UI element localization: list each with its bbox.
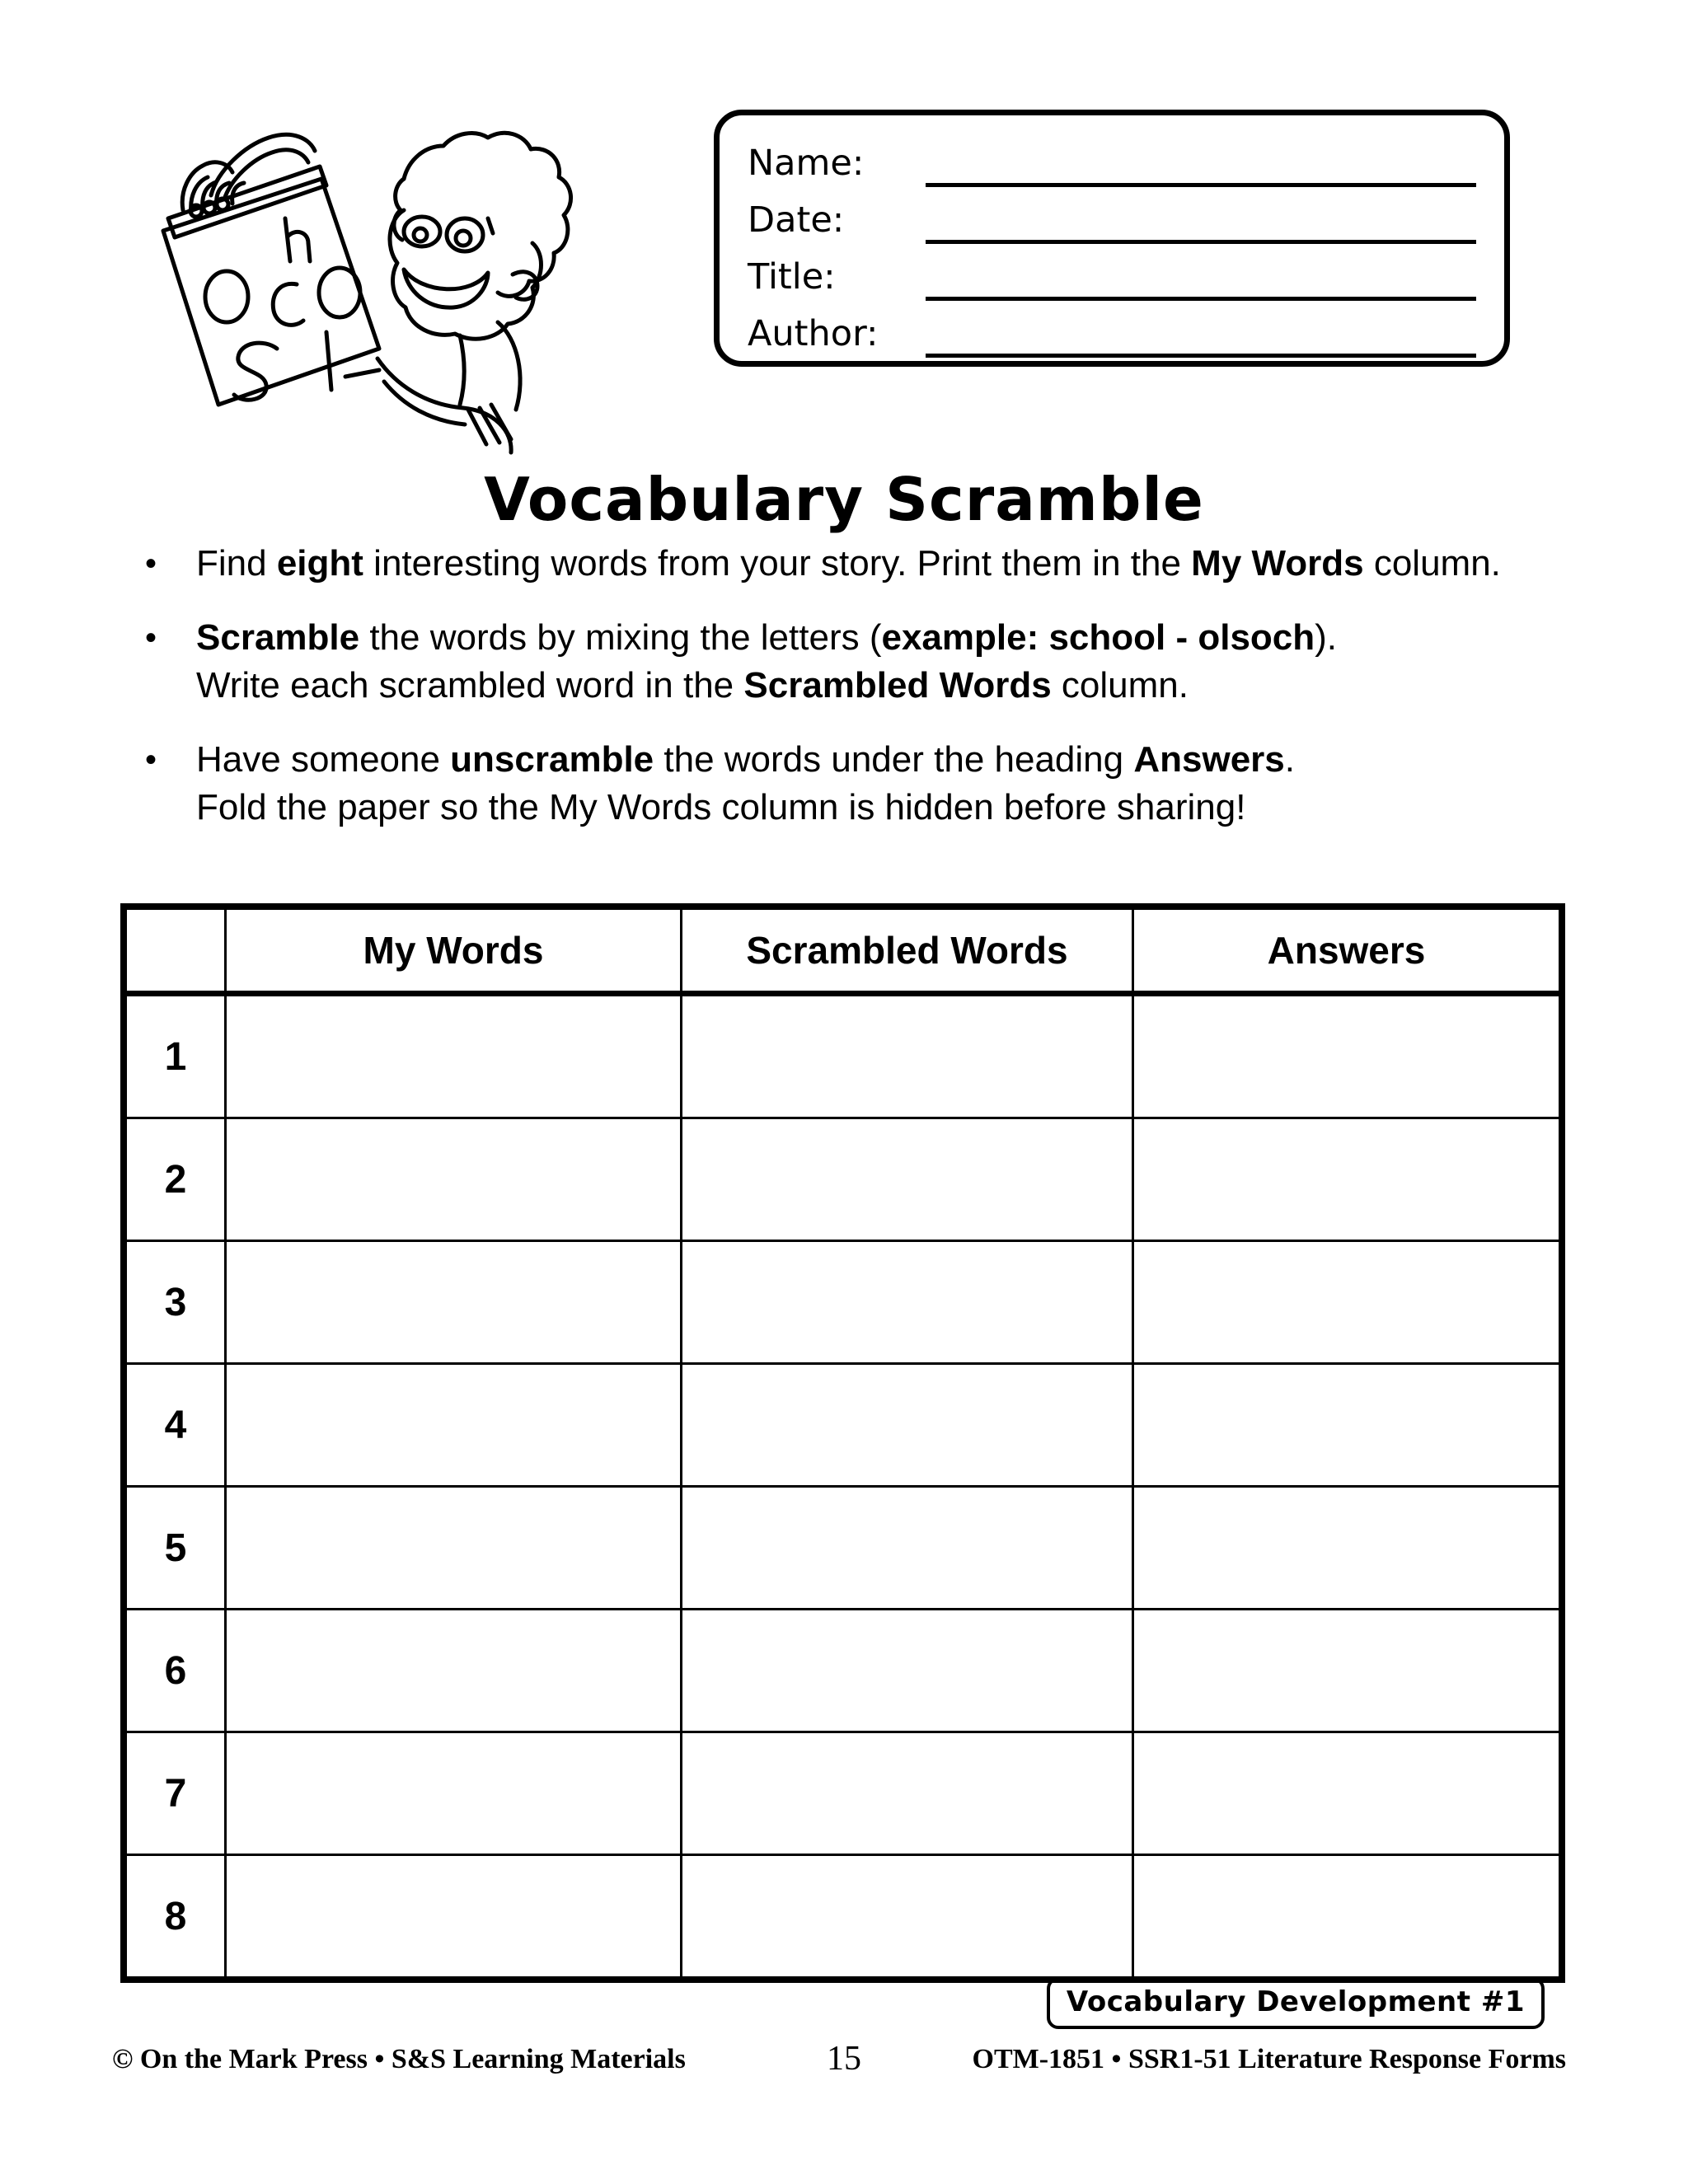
column-header-number — [124, 907, 226, 994]
row-number-cell: 6 — [124, 1610, 226, 1732]
table-header-row — [124, 907, 1562, 994]
answers-cell[interactable] — [1133, 994, 1563, 1118]
footer-copyright: © On the Mark Press • S&S Learning Materials — [112, 2044, 686, 2074]
scrambled-words-cell[interactable] — [682, 1855, 1133, 1980]
my-words-cell[interactable] — [226, 1487, 682, 1610]
scrambled-words-cell[interactable] — [682, 1487, 1133, 1610]
title-write-line[interactable] — [926, 257, 1476, 301]
scrambled-words-cell[interactable] — [682, 1241, 1133, 1364]
header-illustration — [132, 87, 593, 457]
row-number-cell: 4 — [124, 1364, 226, 1487]
scrambled-letters-icon — [205, 218, 379, 400]
scrambled-words-cell[interactable] — [682, 994, 1133, 1118]
status-badge: Vocabulary Development #1 — [1047, 1977, 1545, 2029]
my-words-cell[interactable] — [226, 1855, 682, 1980]
table-row — [124, 994, 1562, 1118]
instruction-item-2 — [138, 614, 1556, 710]
table-row — [124, 1364, 1562, 1487]
row-number-cell: 1 — [124, 994, 226, 1118]
name-write-line[interactable] — [926, 143, 1476, 187]
footer-page-number: 15 — [827, 2040, 861, 2078]
bullet-point-icon: • — [145, 742, 157, 778]
my-words-cell[interactable] — [226, 994, 682, 1118]
vocabulary-table — [120, 903, 1565, 1983]
table-row — [124, 1610, 1562, 1732]
column-header-answers: Answers — [1133, 907, 1563, 994]
info-row-author — [748, 301, 1476, 358]
row-number-cell: 5 — [124, 1487, 226, 1610]
table-body — [124, 994, 1562, 1980]
table-row — [124, 1732, 1562, 1855]
answers-cell[interactable] — [1133, 1241, 1563, 1364]
table-row — [124, 1487, 1562, 1610]
instruction-item-1 — [138, 540, 1556, 588]
row-number-cell: 7 — [124, 1732, 226, 1855]
author-write-line[interactable] — [926, 314, 1476, 358]
my-words-cell[interactable] — [226, 1241, 682, 1364]
instruction-text: Find eight interesting words from your story. Print them in the My Words column. — [196, 543, 1501, 583]
author-label: Author: — [748, 313, 879, 354]
scrambled-words-cell[interactable] — [682, 1610, 1133, 1732]
scrambled-words-cell[interactable] — [682, 1118, 1133, 1241]
info-row-date — [748, 187, 1476, 244]
page-footer — [0, 2040, 1688, 2093]
instruction-text: Have someone unscramble the words under the heading Answers. Fold the paper so the My Words column is hidden before sharing! — [196, 739, 1295, 827]
date-label: Date: — [748, 199, 845, 241]
table-row — [124, 1118, 1562, 1241]
footer-product-code: OTM-1851 • SSR1-51 Literature Response Forms — [972, 2044, 1566, 2074]
column-header-my-words: My Words — [226, 907, 682, 994]
page-title: Vocabulary Scramble — [484, 465, 1204, 535]
table-row — [124, 1241, 1562, 1364]
boy-figure-icon — [377, 133, 571, 452]
column-header-scrambled: Scrambled Words — [682, 907, 1133, 994]
my-words-cell[interactable] — [226, 1732, 682, 1855]
row-number-cell: 8 — [124, 1855, 226, 1980]
instruction-item-3 — [138, 736, 1556, 832]
name-label: Name: — [748, 143, 865, 184]
date-write-line[interactable] — [926, 200, 1476, 244]
instruction-text: Scramble the words by mixing the letters (example: school - olsoch). Write each scrambled word in the Scrambled Words column. — [196, 617, 1338, 705]
bullet-point-icon: • — [145, 620, 157, 656]
info-row-title — [748, 244, 1476, 301]
title-label: Title: — [748, 256, 836, 298]
answers-cell[interactable] — [1133, 1610, 1563, 1732]
answers-cell[interactable] — [1133, 1732, 1563, 1855]
answers-cell[interactable] — [1133, 1364, 1563, 1487]
answers-cell[interactable] — [1133, 1118, 1563, 1241]
instructions-list — [138, 540, 1556, 858]
scrambled-words-cell[interactable] — [682, 1732, 1133, 1855]
answers-cell[interactable] — [1133, 1855, 1563, 1980]
scrambled-words-cell[interactable] — [682, 1364, 1133, 1487]
my-words-cell[interactable] — [226, 1118, 682, 1241]
row-number-cell: 2 — [124, 1118, 226, 1241]
my-words-cell[interactable] — [226, 1610, 682, 1732]
info-row-name — [748, 130, 1476, 187]
student-info-box — [714, 110, 1510, 367]
row-number-cell: 3 — [124, 1241, 226, 1364]
answers-cell[interactable] — [1133, 1487, 1563, 1610]
bullet-point-icon: • — [145, 546, 157, 582]
my-words-cell[interactable] — [226, 1364, 682, 1487]
table-row — [124, 1855, 1562, 1980]
